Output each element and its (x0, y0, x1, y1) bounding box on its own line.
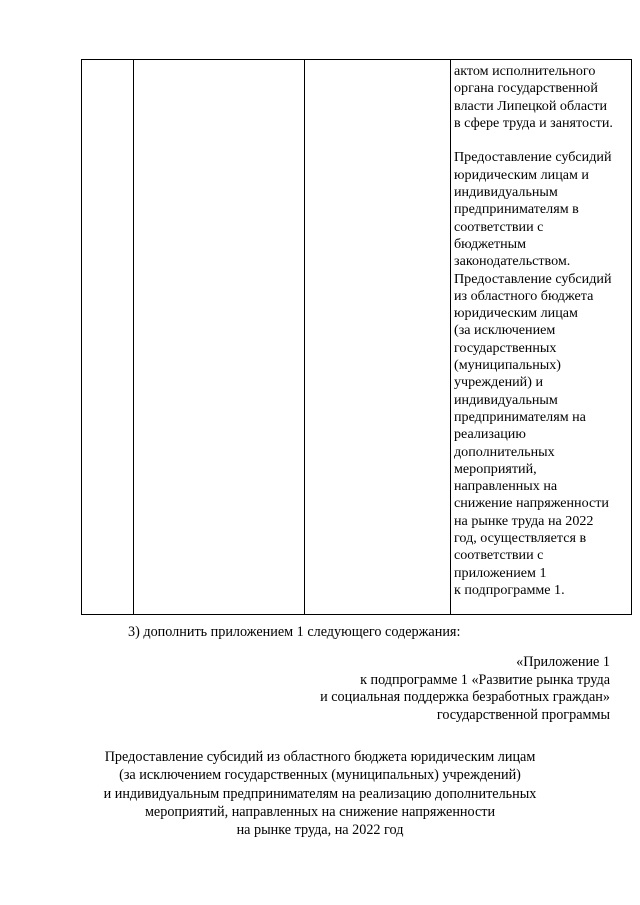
table-row (82, 60, 632, 615)
title-line: (за исключением государственных (муниципальных) учреждений) (119, 767, 521, 784)
text-line: актом исполнительного (454, 63, 596, 79)
text-line: дополнительных (454, 443, 555, 460)
description-text (454, 63, 629, 599)
title-line: мероприятий, направленных на снижение напряженности (144, 803, 496, 820)
appendix-header-line: государственной программы (436, 707, 610, 724)
appendix-header (320, 654, 610, 725)
text-line: на рынке труда на 2022 (454, 512, 594, 529)
text-line: законодательством. (454, 253, 571, 270)
title-line: и индивидуальным предпринимателям на реализацию дополнительных (103, 785, 537, 802)
text-line: государственных (454, 339, 557, 356)
text-line: в сфере труда и занятости. (454, 114, 613, 131)
text-line: реализацию (454, 426, 526, 443)
table-cell-description (451, 60, 632, 615)
text-line: предпринимателям в (454, 201, 579, 218)
text-line: учреждений) и (454, 374, 543, 391)
text-line: приложением 1 (454, 564, 547, 581)
text-line: мероприятий, (454, 460, 537, 477)
text-line: предпринимателям на (454, 408, 586, 425)
text-line: год, осуществляется в (454, 530, 587, 547)
text-line: бюджетным (454, 235, 527, 252)
text-line: Предоставление субсидий (454, 149, 612, 166)
continuation-table (81, 59, 632, 615)
table-cell-number (82, 60, 134, 615)
title-line: на рынке труда, на 2022 год (236, 822, 404, 839)
table-cell-name (134, 60, 305, 615)
text-line: Предоставление субсидий (454, 270, 612, 287)
text-line: соответствии с (454, 218, 544, 235)
text-line: индивидуальным (454, 184, 558, 201)
amendment-instruction: 3) дополнить приложением 1 следующего содержания: (128, 624, 461, 640)
text-line: юридическим лицам и (454, 166, 589, 183)
appendix-header-line: и социальная поддержка безработных граждан» (320, 689, 610, 706)
paragraph-gap (454, 132, 629, 149)
appendix-header-line: к подпрограмме 1 «Развитие рынка труда (360, 671, 610, 688)
text-line: к подпрограмме 1. (454, 581, 565, 598)
text-line: индивидуальным (454, 391, 558, 408)
text-line: юридическим лицам (454, 305, 578, 322)
table-cell-executor (305, 60, 451, 615)
text-line: органа государственной (454, 80, 598, 97)
text-line: власти Липецкой области (454, 97, 608, 114)
text-line: (за исключением (454, 322, 556, 339)
appendix-title (0, 748, 640, 839)
text-line: (муниципальных) (454, 357, 561, 374)
text-line: соответствии с (454, 547, 544, 564)
title-line: Предоставление субсидий из областного бюджета юридическим лицам (104, 749, 536, 765)
text-line: из областного бюджета (454, 287, 594, 304)
text-line: направленных на (454, 478, 558, 495)
text-line: снижение напряженности (454, 495, 609, 512)
appendix-header-line: «Приложение 1 (516, 654, 610, 670)
